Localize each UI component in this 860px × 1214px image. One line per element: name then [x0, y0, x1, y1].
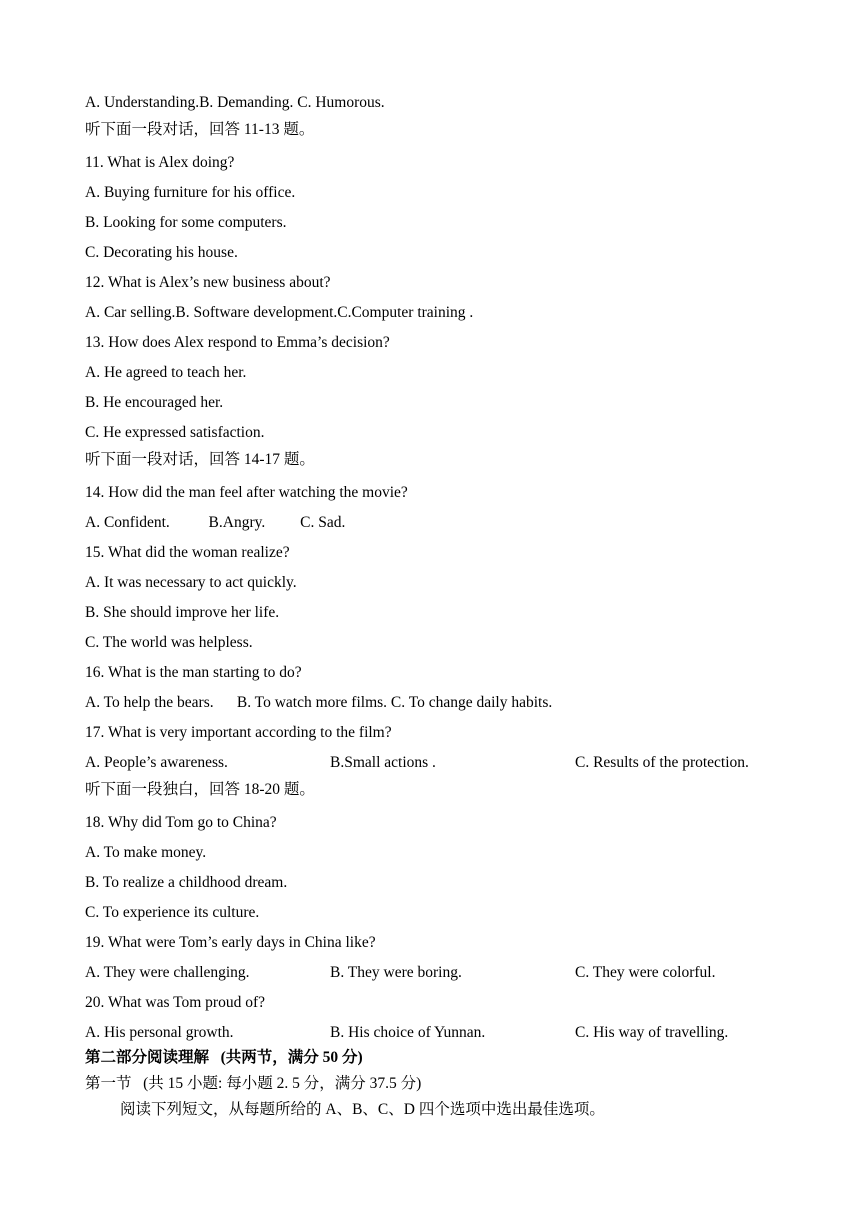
- q15-option-b: B. She should improve her life.: [85, 604, 280, 621]
- question-17: 17. What is very important according to the film?: [85, 724, 392, 741]
- q19-option-b: B. They were boring.: [330, 964, 462, 981]
- q15-option-c: C. The world was helpless.: [85, 634, 253, 651]
- q10-options: A. Understanding.B. Demanding. C. Humorous.: [85, 94, 385, 111]
- question-19: 19. What were Tom’s early days in China like?: [85, 934, 376, 951]
- question-12: 12. What is Alex’s new business about?: [85, 274, 331, 291]
- question-20: 20. What was Tom proud of?: [85, 994, 266, 1011]
- q18-option-c: C. To experience its culture.: [85, 904, 260, 921]
- q18-option-b: B. To realize a childhood dream.: [85, 874, 288, 891]
- q13-option-c: C. He expressed satisfaction.: [85, 424, 265, 441]
- section-instruction-18-20: 听下面一段独白，回答 18-20 题。: [85, 781, 315, 798]
- q20-option-b: B. His choice of Yunnan.: [330, 1024, 486, 1041]
- question-15: 15. What did the woman realize?: [85, 544, 290, 561]
- part-two-heading: 第二部分阅读理解 (共两节，满分 50 分): [85, 1049, 363, 1066]
- q17-option-c: C. Results of the protection.: [575, 754, 749, 771]
- question-16: 16. What is the man starting to do?: [85, 664, 302, 681]
- q17-option-a: A. People’s awareness.: [85, 754, 228, 771]
- section-one-heading: 第一节 (共 15 小题: 每小题 2. 5 分，满分 37.5 分): [85, 1075, 422, 1092]
- q11-option-c: C. Decorating his house.: [85, 244, 238, 261]
- q11-option-b: B. Looking for some computers.: [85, 214, 287, 231]
- q16-options: A. To help the bears. B. To watch more films. C. To change daily habits.: [85, 694, 553, 711]
- section-instruction-11-13: 听下面一段对话，回答 11-13 题。: [85, 121, 315, 138]
- section-instruction-14-17: 听下面一段对话，回答 14-17 题。: [85, 451, 315, 468]
- q13-option-b: B. He encouraged her.: [85, 394, 224, 411]
- q11-option-a: A. Buying furniture for his office.: [85, 184, 296, 201]
- q15-option-a: A. It was necessary to act quickly.: [85, 574, 297, 591]
- question-13: 13. How does Alex respond to Emma’s decision?: [85, 334, 390, 351]
- q14-options: A. Confident. B.Angry. C. Sad.: [85, 514, 346, 531]
- q13-option-a: A. He agreed to teach her.: [85, 364, 247, 381]
- q18-option-a: A. To make money.: [85, 844, 207, 861]
- q17-option-b: B.Small actions .: [330, 754, 436, 771]
- q20-option-a: A. His personal growth.: [85, 1024, 234, 1041]
- question-11: 11. What is Alex doing?: [85, 154, 235, 171]
- q12-options: A. Car selling.B. Software development.C.Computer training .: [85, 304, 474, 321]
- question-18: 18. Why did Tom go to China?: [85, 814, 277, 831]
- question-14: 14. How did the man feel after watching the movie?: [85, 484, 408, 501]
- q20-option-c: C. His way of travelling.: [575, 1024, 729, 1041]
- q19-option-c: C. They were colorful.: [575, 964, 716, 981]
- q19-option-a: A. They were challenging.: [85, 964, 250, 981]
- reading-instruction: 阅读下列短文，从每题所给的 A、B、C、D 四个选项中选出最佳选项。: [120, 1101, 605, 1118]
